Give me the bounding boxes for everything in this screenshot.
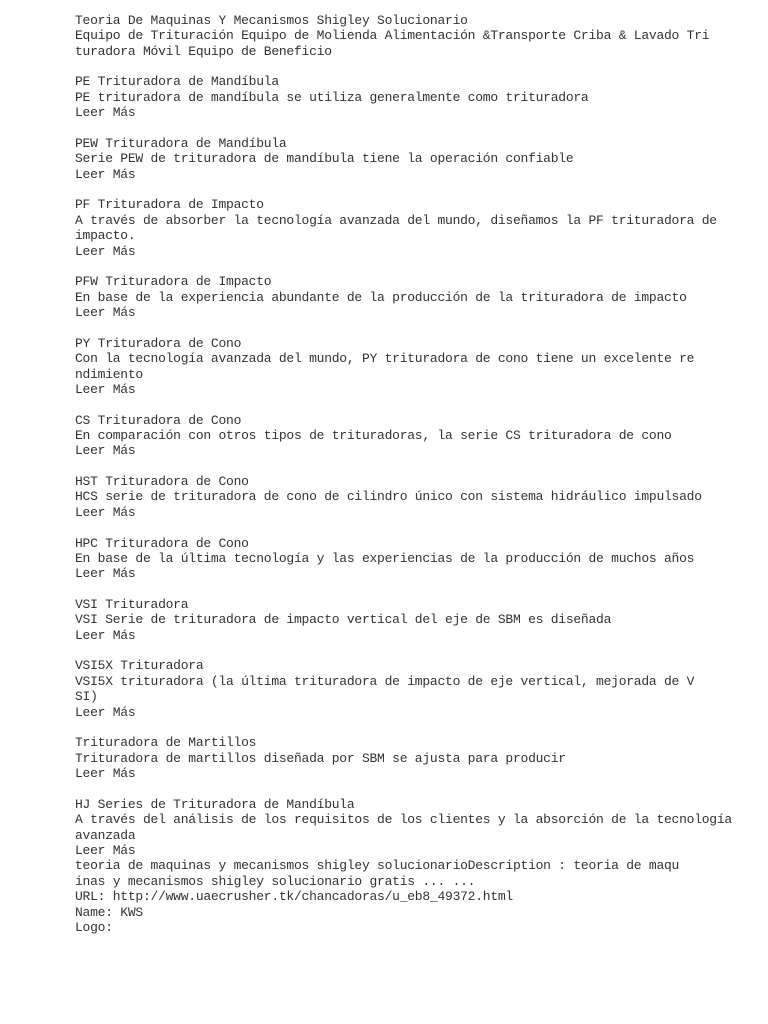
product-title[interactable]: HJ Series de Trituradora de Mandíbula	[75, 796, 355, 812]
section-gap	[75, 259, 735, 274]
section-gap	[75, 121, 735, 136]
product-description: En comparación con otros tipos de trituradoras, la serie CS trituradora de cono	[75, 427, 672, 443]
read-more-link[interactable]: Leer Más	[75, 443, 136, 459]
read-more-link[interactable]: Leer Más	[75, 766, 136, 782]
product-description: SI)	[75, 689, 98, 705]
read-more-link[interactable]: Leer Más	[75, 105, 136, 121]
product-description: Trituradora de martillos diseñada por SBM se ajusta para producir	[75, 750, 566, 766]
product-description: HCS serie de trituradora de cono de cilindro único con sistema hidráulico impulsado	[75, 489, 702, 505]
section-gap	[75, 459, 735, 474]
product-title[interactable]: CS Trituradora de Cono	[75, 412, 242, 428]
document-body	[75, 13, 735, 935]
footer-description-line-1: teoria de maquinas y mecanismos shigley solucionarioDescription : teoria de maqu	[75, 858, 680, 874]
read-more-link[interactable]: Leer Más	[75, 243, 136, 259]
read-more-link[interactable]: Leer Más	[75, 504, 136, 520]
product-title[interactable]: PY Trituradora de Cono	[75, 335, 242, 351]
section-gap	[75, 782, 735, 797]
footer-name: Name: KWS	[75, 904, 143, 920]
product-description: Con la tecnología avanzada del mundo, PY trituradora de cono tiene un excelente re	[75, 351, 695, 367]
read-more-link[interactable]: Leer Más	[75, 566, 136, 582]
product-description: VSI5X trituradora (la última trituradora de impacto de eje vertical, mejorada de V	[75, 673, 695, 689]
product-description: avanzada	[75, 827, 136, 843]
footer-url: URL: http://www.uaecrusher.tk/chancadoras/u_eb8_49372.html	[75, 889, 513, 905]
read-more-link[interactable]: Leer Más	[75, 842, 136, 858]
category-nav-line-2[interactable]: turadora Móvil Equipo de Beneficio	[75, 43, 332, 59]
product-description: PE trituradora de mandíbula se utiliza generalmente como trituradora	[75, 89, 589, 105]
section-gap	[75, 643, 735, 658]
section-gap	[75, 182, 735, 197]
product-list	[75, 59, 735, 858]
section-gap	[75, 720, 735, 735]
product-description: Serie PEW de trituradora de mandíbula tiene la operación confiable	[75, 151, 574, 167]
footer-logo-label: Logo:	[75, 919, 113, 935]
product-description: ndimiento	[75, 366, 143, 382]
product-description: impacto.	[75, 228, 136, 244]
product-title[interactable]: HST Trituradora de Cono	[75, 474, 249, 490]
read-more-link[interactable]: Leer Más	[75, 704, 136, 720]
product-title[interactable]: Trituradora de Martillos	[75, 735, 257, 751]
section-gap	[75, 582, 735, 597]
read-more-link[interactable]: Leer Más	[75, 627, 136, 643]
product-description: A través de absorber la tecnología avanzada del mundo, diseñamos la PF trituradora de	[75, 212, 717, 228]
read-more-link[interactable]: Leer Más	[75, 381, 136, 397]
product-title[interactable]: PF Trituradora de Impacto	[75, 197, 264, 213]
section-gap	[75, 59, 735, 74]
product-description: En base de la última tecnología y las experiencias de la producción de muchos años	[75, 550, 695, 566]
section-gap	[75, 520, 735, 535]
read-more-link[interactable]: Leer Más	[75, 166, 136, 182]
product-description: En base de la experiencia abundante de la producción de la trituradora de impacto	[75, 289, 687, 305]
product-title[interactable]: PE Trituradora de Mandíbula	[75, 74, 279, 90]
product-title[interactable]: HPC Trituradora de Cono	[75, 535, 249, 551]
product-title[interactable]: VSI5X Trituradora	[75, 658, 204, 674]
product-title[interactable]: PEW Trituradora de Mandíbula	[75, 135, 287, 151]
category-nav-line-1[interactable]: Equipo de Trituración Equipo de Molienda Alimentación &Transporte Criba & Lavado Tri	[75, 28, 710, 44]
product-title[interactable]: VSI Trituradora	[75, 597, 189, 612]
product-description: VSI Serie de trituradora de impacto vertical del eje de SBM es diseñada	[75, 612, 612, 628]
section-gap	[75, 320, 735, 335]
read-more-link[interactable]: Leer Más	[75, 305, 136, 321]
footer-description-line-2: inas y mecanismos shigley solucionario gratis ... ...	[75, 873, 476, 889]
section-gap	[75, 397, 735, 412]
product-title[interactable]: PFW Trituradora de Impacto	[75, 274, 272, 290]
product-description: A través del análisis de los requisitos de los clientes y la absorción de la tecnología	[75, 812, 732, 828]
page-title: Teoria De Maquinas Y Mecanismos Shigley Solucionario	[75, 13, 468, 28]
